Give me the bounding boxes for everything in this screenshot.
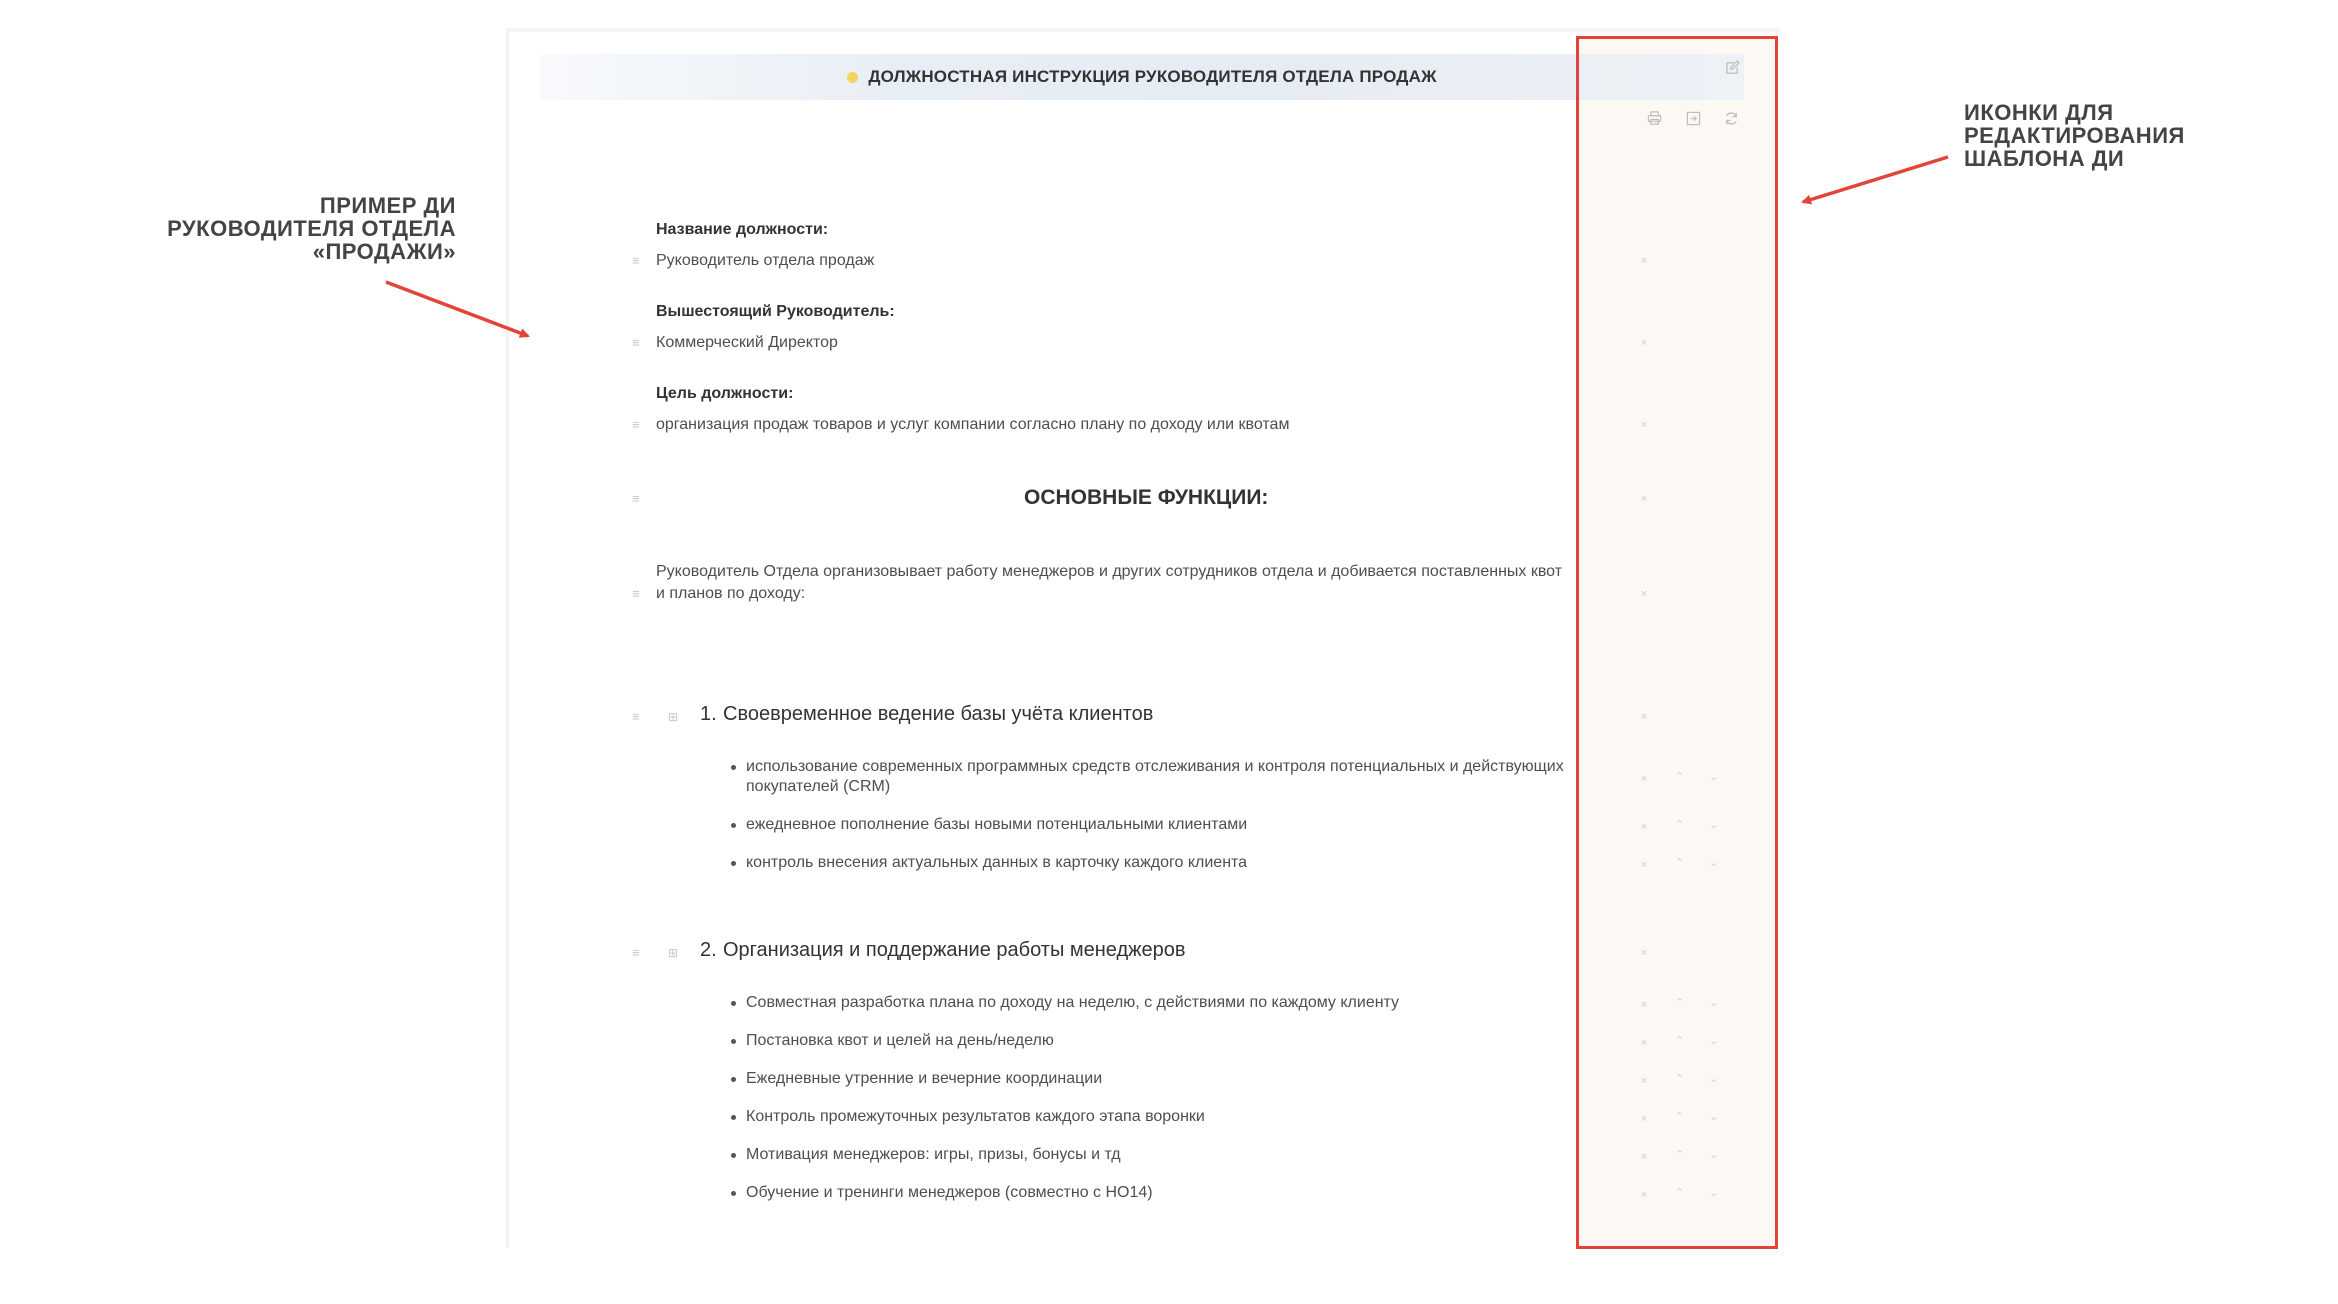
annotation-right-line: ШАБЛОНА ДИ bbox=[1964, 146, 2125, 171]
list-item[interactable]: контроль внесения актуальных данных в карточку каждого клиента bbox=[746, 853, 1626, 873]
close-icon[interactable]: × bbox=[1641, 859, 1648, 871]
close-icon[interactable]: × bbox=[1641, 419, 1648, 431]
arrow-right-icon bbox=[1803, 157, 1948, 202]
annotation-left-line: РУКОВОДИТЕЛЯ ОТДЕЛА bbox=[167, 216, 456, 241]
list-item[interactable]: Мотивация менеджеров: игры, призы, бонусы и тд bbox=[746, 1145, 1626, 1165]
field-value-goal[interactable]: организация продаж товаров и услуг компании согласно плану по доходу или квотам bbox=[656, 416, 1290, 433]
list-item[interactable]: Постановка квот и целей на день/неделю bbox=[746, 1031, 1626, 1051]
annotation-right-line: РЕДАКТИРОВАНИЯ bbox=[1964, 123, 2185, 148]
chevron-down-icon[interactable]: ⌄ bbox=[1709, 819, 1719, 831]
drag-handle-icon[interactable]: ≡ bbox=[632, 491, 640, 506]
list-item[interactable]: использование современных программных средств отслеживания и контроля потенциальных и действующих покупателей (CRM) bbox=[746, 757, 1626, 797]
chevron-up-icon[interactable]: ⌃ bbox=[1675, 997, 1685, 1009]
chevron-down-icon[interactable]: ⌄ bbox=[1709, 771, 1719, 783]
field-label-goal: Цель должности: bbox=[656, 385, 794, 402]
close-icon[interactable]: × bbox=[1641, 1189, 1648, 1201]
section-number: 1. bbox=[700, 703, 717, 725]
chevron-up-icon[interactable]: ⌃ bbox=[1675, 819, 1685, 831]
document-title: ДОЛЖНОСТНАЯ ИНСТРУКЦИЯ РУКОВОДИТЕЛЯ ОТДЕЛА ПРОДАЖ bbox=[868, 67, 1437, 86]
close-icon[interactable]: × bbox=[1641, 821, 1648, 833]
annotation-right-line: ИКОНКИ ДЛЯ bbox=[1964, 100, 2114, 125]
chevron-up-icon[interactable]: ⌃ bbox=[1675, 857, 1685, 869]
close-icon[interactable]: × bbox=[1641, 999, 1648, 1011]
plus-icon[interactable]: ⊞ bbox=[668, 710, 679, 724]
close-icon[interactable]: × bbox=[1641, 773, 1648, 785]
chevron-down-icon[interactable]: ⌄ bbox=[1709, 1111, 1719, 1123]
field-value-position[interactable]: Руководитель отдела продаж bbox=[656, 252, 875, 269]
field-label-position: Название должности: bbox=[656, 221, 829, 238]
chevron-up-icon[interactable]: ⌃ bbox=[1675, 1111, 1685, 1123]
chevron-down-icon[interactable]: ⌄ bbox=[1709, 857, 1719, 869]
close-icon[interactable]: × bbox=[1641, 1151, 1648, 1163]
arrow-left-icon bbox=[386, 282, 528, 336]
chevron-down-icon[interactable]: ⌄ bbox=[1709, 1187, 1719, 1199]
list-item[interactable]: ежедневное пополнение базы новыми потенциальными клиентами bbox=[746, 815, 1626, 835]
chevron-up-icon[interactable]: ⌃ bbox=[1675, 1149, 1685, 1161]
chevron-up-icon[interactable]: ⌃ bbox=[1675, 1073, 1685, 1085]
close-icon[interactable]: × bbox=[1641, 1113, 1648, 1125]
plus-icon[interactable]: ⊞ bbox=[668, 946, 679, 960]
annotation-left-line: «ПРОДАЖИ» bbox=[312, 239, 456, 264]
chevron-down-icon[interactable]: ⌄ bbox=[1709, 1035, 1719, 1047]
chevron-up-icon[interactable]: ⌃ bbox=[1675, 1187, 1685, 1199]
close-icon[interactable]: × bbox=[1641, 337, 1648, 349]
drag-handle-icon[interactable]: ≡ bbox=[632, 586, 640, 601]
field-label-supervisor: Вышестоящий Руководитель: bbox=[656, 303, 895, 320]
close-icon[interactable]: × bbox=[1641, 947, 1648, 959]
close-icon[interactable]: × bbox=[1641, 1037, 1648, 1049]
drag-handle-icon[interactable]: ≡ bbox=[632, 417, 640, 432]
close-icon[interactable]: × bbox=[1641, 711, 1648, 723]
field-value-supervisor[interactable]: Коммерческий Директор bbox=[656, 334, 838, 351]
intro-line-1: Руководитель Отдела организовывает работу менеджеров и других сотрудников отдела и добивается поставленных квот bbox=[656, 563, 1563, 580]
chevron-down-icon[interactable]: ⌄ bbox=[1709, 1073, 1719, 1085]
section-title[interactable]: Организация и поддержание работы менеджеров bbox=[723, 939, 1186, 961]
chevron-up-icon[interactable]: ⌃ bbox=[1675, 1035, 1685, 1047]
section-number: 2. bbox=[700, 939, 717, 961]
annotation-left-line: ПРИМЕР ДИ bbox=[319, 193, 456, 218]
close-icon[interactable]: × bbox=[1641, 588, 1648, 600]
drag-handle-icon[interactable]: ≡ bbox=[632, 709, 640, 724]
intro-line-2: и планов по доходу: bbox=[656, 585, 806, 602]
list-item[interactable]: Совместная разработка плана по доходу на неделю, с действиями по каждому клиенту bbox=[746, 993, 1626, 1013]
chevron-down-icon[interactable]: ⌄ bbox=[1709, 1149, 1719, 1161]
drag-handle-icon[interactable]: ≡ bbox=[632, 945, 640, 960]
chevron-up-icon[interactable]: ⌃ bbox=[1675, 771, 1685, 783]
close-icon[interactable]: × bbox=[1641, 493, 1648, 505]
close-icon[interactable]: × bbox=[1641, 1075, 1648, 1087]
section-title[interactable]: Своевременное ведение базы учёта клиентов bbox=[723, 703, 1154, 725]
list-item[interactable]: Обучение и тренинги менеджеров (совместно с НО14) bbox=[746, 1183, 1626, 1203]
list-item[interactable]: Контроль промежуточных результатов каждого этапа воронки bbox=[746, 1107, 1626, 1127]
main-functions-heading[interactable]: ОСНОВНЫЕ ФУНКЦИИ: bbox=[1024, 486, 1269, 509]
chevron-down-icon[interactable]: ⌄ bbox=[1709, 997, 1719, 1009]
drag-handle-icon[interactable]: ≡ bbox=[632, 253, 640, 268]
list-item[interactable]: Ежедневные утренние и вечерние координации bbox=[746, 1069, 1626, 1089]
drag-handle-icon[interactable]: ≡ bbox=[632, 335, 640, 350]
close-icon[interactable]: × bbox=[1641, 255, 1648, 267]
